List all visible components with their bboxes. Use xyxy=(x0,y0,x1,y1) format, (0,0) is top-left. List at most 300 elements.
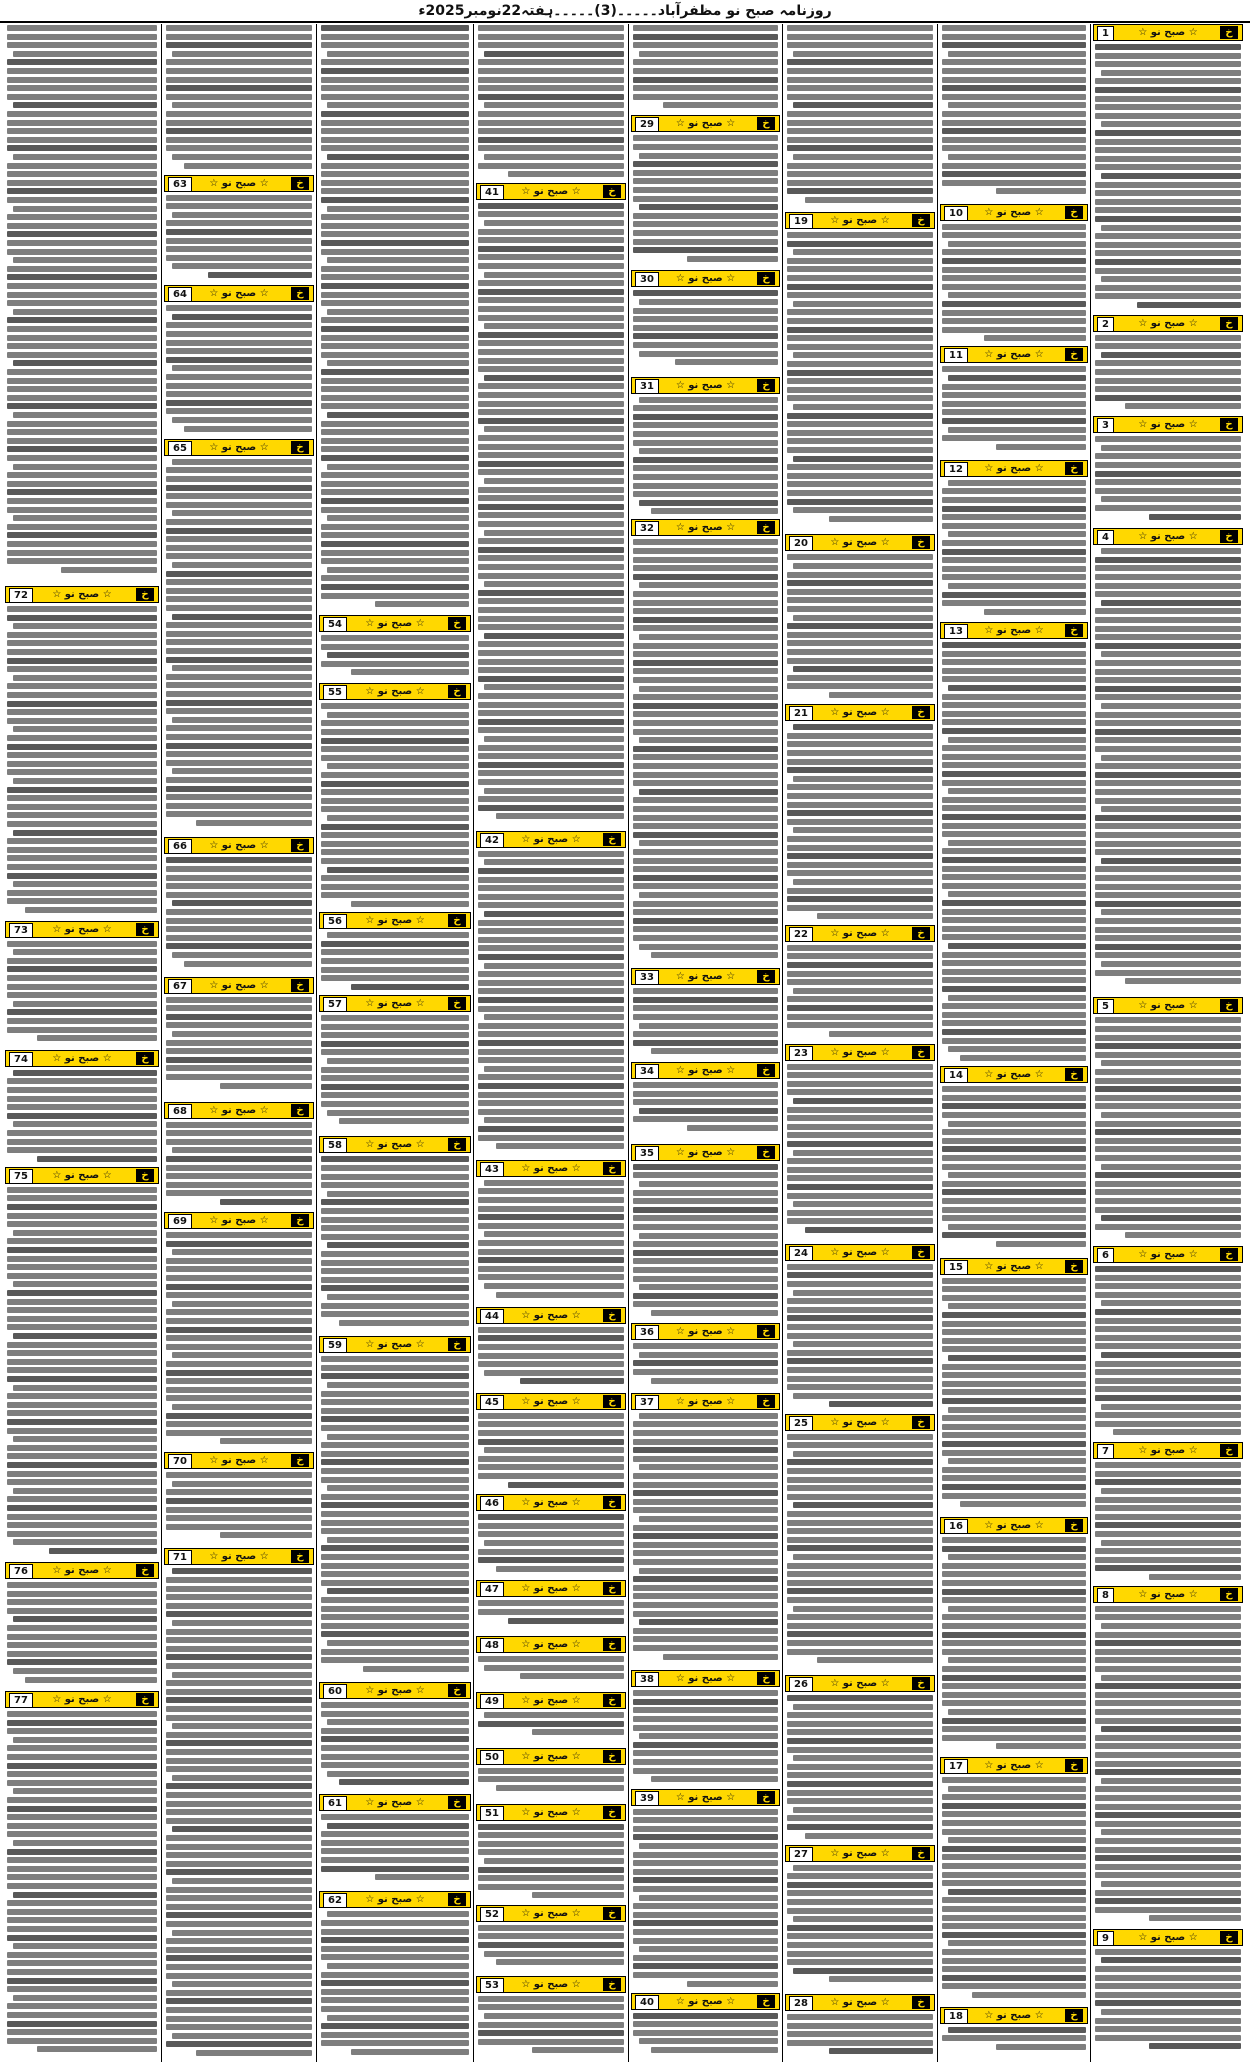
text-line xyxy=(321,1067,469,1073)
text-line xyxy=(478,779,624,785)
logo-text: صبح نو xyxy=(842,1416,878,1428)
classified-column xyxy=(940,24,1088,2062)
text-line xyxy=(196,2050,312,2056)
text-line xyxy=(942,1923,1086,1929)
text-line xyxy=(478,598,624,604)
text-line xyxy=(633,77,778,83)
text-line xyxy=(166,545,312,551)
item-logo: ☆ صبح نو ☆ xyxy=(675,118,736,130)
item-logo: ☆ صبح نو ☆ xyxy=(830,1677,890,1689)
text-line xyxy=(478,902,624,908)
text-line xyxy=(942,1381,1086,1387)
text-line xyxy=(321,2006,469,2012)
text-line xyxy=(793,1755,933,1761)
text-line xyxy=(7,1969,157,1975)
item-header xyxy=(476,1748,626,1765)
text-line xyxy=(942,1966,1086,1972)
text-line xyxy=(1095,2035,1241,2041)
text-line xyxy=(633,600,778,606)
text-line xyxy=(327,1382,469,1388)
text-line xyxy=(478,762,624,768)
logo-text: صبح نو xyxy=(221,441,257,453)
text-line xyxy=(1095,78,1241,84)
text-line xyxy=(166,1182,312,1188)
text-line xyxy=(7,300,157,306)
item-tag-icon: خ xyxy=(603,833,621,846)
text-line xyxy=(948,427,1086,433)
text-line xyxy=(172,1249,312,1255)
text-line xyxy=(787,1193,933,1199)
text-line xyxy=(633,483,778,489)
text-line xyxy=(793,1393,933,1399)
text-line xyxy=(787,1014,933,1020)
text-line xyxy=(1101,1060,1241,1066)
item-body-text xyxy=(1093,1265,1243,1442)
logo-text: صبح نو xyxy=(533,1978,569,1990)
item-header xyxy=(476,1580,626,1597)
text-line xyxy=(13,1788,157,1794)
text-line xyxy=(633,574,778,580)
classified-item xyxy=(1093,315,1243,417)
text-line xyxy=(321,369,469,375)
text-line xyxy=(166,1732,312,1738)
item-logo: ☆ صبح نو ☆ xyxy=(521,1978,581,1990)
text-line xyxy=(787,802,933,808)
text-line xyxy=(942,592,1086,598)
text-line xyxy=(321,798,469,804)
text-line xyxy=(478,358,624,364)
text-line xyxy=(633,1447,778,1453)
text-line xyxy=(327,206,469,212)
item-header xyxy=(1093,1929,1243,1946)
text-line xyxy=(166,1413,312,1419)
item-logo: ☆ صبح نو ☆ xyxy=(675,379,736,391)
text-line xyxy=(633,1164,778,1170)
item-logo: ☆ صبح نو ☆ xyxy=(984,206,1044,218)
item-tag-icon: خ xyxy=(1220,317,1238,330)
text-line xyxy=(1095,1035,1241,1041)
item-tag-icon: خ xyxy=(448,1796,466,1809)
text-line xyxy=(7,1195,157,1201)
text-line xyxy=(321,1356,469,1362)
text-line xyxy=(172,417,312,423)
text-line xyxy=(484,426,624,432)
text-line xyxy=(7,386,157,392)
text-line xyxy=(687,1981,778,1987)
text-line xyxy=(633,883,778,889)
item-body-text xyxy=(319,24,471,615)
text-line xyxy=(321,1251,469,1257)
text-line xyxy=(166,1749,312,1755)
text-line xyxy=(1095,686,1241,692)
text-line xyxy=(942,59,1086,65)
text-line xyxy=(1095,1309,1241,1315)
text-line xyxy=(7,1299,157,1305)
text-line xyxy=(787,1124,933,1130)
text-line xyxy=(7,1316,157,1322)
classified-item xyxy=(631,1993,780,2062)
item-number: 50 xyxy=(480,1750,504,1765)
item-body-text xyxy=(476,1412,626,1494)
text-line xyxy=(942,1155,1086,1161)
text-line xyxy=(651,2047,778,2053)
text-line xyxy=(633,1207,778,1213)
text-line xyxy=(633,1224,778,1230)
item-header xyxy=(164,1212,314,1229)
item-header xyxy=(476,1160,626,1177)
text-line xyxy=(478,68,624,74)
text-line xyxy=(942,1803,1086,1809)
text-line xyxy=(351,669,469,675)
text-line xyxy=(7,1831,157,1837)
text-line xyxy=(633,457,778,463)
text-line xyxy=(817,1657,933,1663)
text-line xyxy=(7,550,157,556)
classified-item xyxy=(5,1167,159,1562)
item-tag-icon: خ xyxy=(1220,418,1238,431)
text-line xyxy=(1095,216,1241,222)
item-number: 14 xyxy=(944,1068,968,1083)
text-line xyxy=(166,1663,312,1669)
item-logo: ☆ صبح نو ☆ xyxy=(52,1169,112,1181)
text-line xyxy=(633,213,778,219)
text-line xyxy=(327,1537,469,1543)
text-line xyxy=(166,467,312,473)
text-line xyxy=(942,1181,1086,1187)
text-line xyxy=(633,333,778,339)
text-line xyxy=(166,2007,312,2013)
text-line xyxy=(484,736,624,742)
text-line xyxy=(478,1824,624,1830)
text-line xyxy=(639,686,778,692)
text-line xyxy=(787,1571,933,1577)
text-line xyxy=(166,926,312,932)
text-line xyxy=(1095,1821,1241,1827)
text-line xyxy=(1101,1829,1241,1835)
text-line xyxy=(484,1665,624,1671)
text-line xyxy=(787,1272,933,1278)
logo-text: صبح نو xyxy=(688,971,723,983)
text-line xyxy=(166,918,312,924)
text-line xyxy=(1095,712,1241,718)
text-line xyxy=(948,1889,1086,1895)
text-line xyxy=(321,1459,469,1465)
text-line xyxy=(1095,1078,1241,1084)
item-logo: ☆ صبح نو ☆ xyxy=(365,1797,425,1808)
text-line xyxy=(633,660,778,666)
logo-text: صبح نو xyxy=(377,1339,413,1351)
text-line xyxy=(787,395,933,401)
classified-item xyxy=(476,1748,626,1804)
item-number: 7 xyxy=(1097,1444,1114,1459)
text-line xyxy=(166,1818,312,1824)
text-line xyxy=(7,649,157,655)
item-body-text xyxy=(5,605,159,921)
item-body-text xyxy=(319,702,471,912)
text-line xyxy=(172,1930,312,1936)
logo-text: صبح نو xyxy=(64,588,100,600)
text-line xyxy=(787,42,933,48)
text-line xyxy=(633,2021,778,2027)
item-body-text xyxy=(476,1513,626,1580)
text-line xyxy=(633,823,778,829)
classified-item xyxy=(1093,1442,1243,1586)
text-line xyxy=(942,25,1086,31)
item-logo: ☆ صبح نو ☆ xyxy=(209,288,269,300)
text-line xyxy=(633,170,778,176)
text-line xyxy=(166,1852,312,1858)
text-line xyxy=(787,111,933,117)
text-line xyxy=(321,755,469,761)
text-line xyxy=(1095,1632,1241,1638)
text-line xyxy=(7,1187,157,1193)
text-line xyxy=(7,541,157,547)
item-tag-icon: خ xyxy=(136,588,154,601)
text-line xyxy=(166,1973,312,1979)
text-line xyxy=(166,571,312,577)
item-tag-icon: خ xyxy=(912,927,930,940)
text-line xyxy=(633,1116,778,1122)
text-line xyxy=(166,145,312,151)
text-line xyxy=(13,515,157,521)
text-line xyxy=(633,1593,778,1599)
text-line xyxy=(633,1602,778,1608)
text-line xyxy=(375,601,469,607)
text-line xyxy=(327,1058,469,1064)
item-header xyxy=(1093,1586,1243,1603)
text-line xyxy=(166,883,312,889)
text-line xyxy=(321,42,469,48)
text-line xyxy=(1095,1640,1241,1646)
item-logo: ☆ صبح نو ☆ xyxy=(365,1684,425,1696)
text-line xyxy=(948,1554,1086,1560)
item-logo: ☆ صبح نو ☆ xyxy=(675,1146,736,1158)
text-line xyxy=(327,652,469,658)
text-line xyxy=(172,2033,312,2039)
text-line xyxy=(942,1364,1086,1370)
text-line xyxy=(321,455,469,461)
text-line xyxy=(478,997,624,1003)
text-line xyxy=(942,145,1086,151)
item-body-text xyxy=(785,723,935,925)
text-line xyxy=(7,326,157,332)
text-line xyxy=(7,1147,157,1153)
text-line xyxy=(1101,352,1241,358)
text-line xyxy=(321,1277,469,1283)
text-line xyxy=(942,1038,1086,1044)
item-body-text xyxy=(5,1186,159,1562)
text-line xyxy=(942,883,1086,889)
item-body-text xyxy=(631,1689,780,1788)
item-logo: ☆ صبح نو ☆ xyxy=(365,1894,425,1906)
item-number: 28 xyxy=(789,1996,813,2011)
logo-text: صبح نو xyxy=(688,273,723,285)
item-body-text xyxy=(319,1701,471,1794)
text-line xyxy=(7,1960,157,1966)
text-line xyxy=(478,564,624,570)
text-line xyxy=(942,1949,1086,1955)
item-logo: ☆ صبح نو ☆ xyxy=(675,1065,736,1077)
text-line xyxy=(7,85,157,91)
text-line xyxy=(639,153,778,159)
text-line xyxy=(321,746,469,752)
text-line xyxy=(166,1309,312,1315)
text-line xyxy=(942,848,1086,854)
text-line xyxy=(639,1352,778,1358)
classified-item xyxy=(164,24,314,175)
text-line xyxy=(633,178,778,184)
text-line xyxy=(633,68,778,74)
text-line xyxy=(1095,574,1241,580)
item-body-text xyxy=(476,850,626,1160)
text-line xyxy=(1095,1421,1241,1427)
text-line xyxy=(942,1675,1086,1681)
text-line xyxy=(787,1764,933,1770)
text-line xyxy=(166,1327,312,1333)
classified-item xyxy=(5,1691,159,2062)
text-line xyxy=(532,1729,624,1735)
text-line xyxy=(13,1892,157,1898)
text-line xyxy=(787,1951,933,1957)
text-line xyxy=(633,325,778,331)
item-header xyxy=(476,1494,626,1511)
item-number: 77 xyxy=(9,1693,33,1708)
text-line xyxy=(1095,1189,1241,1195)
text-line xyxy=(1095,694,1241,700)
item-header xyxy=(164,837,314,854)
classified-item xyxy=(164,977,314,1102)
text-line xyxy=(1095,1949,1241,1955)
item-header xyxy=(785,925,935,942)
text-line xyxy=(942,642,1086,648)
text-line xyxy=(321,120,469,126)
text-line xyxy=(166,340,312,346)
text-line xyxy=(478,538,624,544)
text-line xyxy=(633,1421,778,1427)
text-line xyxy=(1095,1975,1241,1981)
text-line xyxy=(478,1609,624,1615)
text-line xyxy=(942,762,1086,768)
item-header xyxy=(1093,1442,1243,1459)
text-line xyxy=(787,962,933,968)
item-logo: ☆ صبح نو ☆ xyxy=(52,1052,112,1064)
item-logo: ☆ صبح نو ☆ xyxy=(209,1104,269,1116)
text-line xyxy=(633,1759,778,1765)
text-line xyxy=(1125,403,1241,409)
item-tag-icon: خ xyxy=(757,1325,775,1338)
text-line xyxy=(7,25,157,31)
text-line xyxy=(1095,1207,1241,1213)
item-tag-icon: خ xyxy=(757,1791,775,1804)
text-line xyxy=(7,1771,157,1777)
text-line xyxy=(321,958,469,964)
text-line xyxy=(633,1912,778,1918)
text-line xyxy=(793,1554,933,1560)
text-line xyxy=(7,1376,157,1382)
text-line xyxy=(478,641,624,647)
text-line xyxy=(663,102,778,108)
text-line xyxy=(478,590,624,596)
classified-item xyxy=(5,921,159,1050)
item-number: 20 xyxy=(789,536,813,551)
text-line xyxy=(166,77,312,83)
text-line xyxy=(984,335,1086,341)
text-line xyxy=(321,1657,469,1663)
text-line xyxy=(7,77,157,83)
text-line xyxy=(478,1439,624,1445)
text-line xyxy=(321,2023,469,2029)
classified-item xyxy=(940,2007,1088,2062)
text-line xyxy=(942,702,1086,708)
text-line xyxy=(633,1826,778,1832)
text-line xyxy=(166,408,312,414)
text-line xyxy=(478,111,624,117)
text-line xyxy=(327,763,469,769)
item-tag-icon: خ xyxy=(448,1338,466,1351)
classified-item xyxy=(940,460,1088,622)
text-line xyxy=(942,1597,1086,1603)
classified-item xyxy=(164,1452,314,1548)
text-line xyxy=(942,1735,1086,1741)
item-number: 38 xyxy=(635,1672,659,1687)
classified-item xyxy=(1093,1929,1243,2062)
item-tag-icon: خ xyxy=(912,214,930,227)
text-line xyxy=(633,677,778,683)
text-line xyxy=(478,340,624,346)
text-line xyxy=(166,1921,312,1927)
item-body-text xyxy=(631,289,780,376)
text-line xyxy=(478,1996,624,2002)
text-line xyxy=(639,840,778,846)
text-line xyxy=(633,1645,778,1651)
text-line xyxy=(1101,1112,1241,1118)
text-line xyxy=(1095,1146,1241,1152)
text-line xyxy=(633,926,778,932)
text-line xyxy=(787,1298,933,1304)
text-line xyxy=(1095,462,1241,468)
text-line xyxy=(321,661,469,667)
text-line xyxy=(639,1619,778,1625)
text-line xyxy=(942,1086,1086,1092)
text-line xyxy=(321,1511,469,1517)
text-line xyxy=(478,650,624,656)
text-line xyxy=(942,1198,1086,1204)
text-line xyxy=(478,1656,624,1662)
text-line xyxy=(787,447,933,453)
text-line xyxy=(166,1697,312,1703)
text-line xyxy=(948,241,1086,247)
item-header xyxy=(631,1789,780,1806)
text-line xyxy=(633,1852,778,1858)
text-line xyxy=(1095,87,1241,93)
text-line xyxy=(1095,2000,1241,2006)
item-body-text xyxy=(631,538,780,968)
text-line xyxy=(321,1857,469,1863)
text-line xyxy=(1095,1847,1241,1853)
text-line xyxy=(1095,1052,1241,1058)
text-line xyxy=(478,229,624,235)
text-line xyxy=(7,1419,157,1425)
text-line xyxy=(13,309,157,315)
text-line xyxy=(166,1990,312,1996)
text-line xyxy=(478,1600,624,1606)
text-line xyxy=(478,1006,624,1012)
text-line xyxy=(484,375,624,381)
item-header xyxy=(940,1757,1088,1774)
text-line xyxy=(166,1057,312,1063)
text-line xyxy=(633,643,778,649)
text-line xyxy=(1095,565,1241,571)
